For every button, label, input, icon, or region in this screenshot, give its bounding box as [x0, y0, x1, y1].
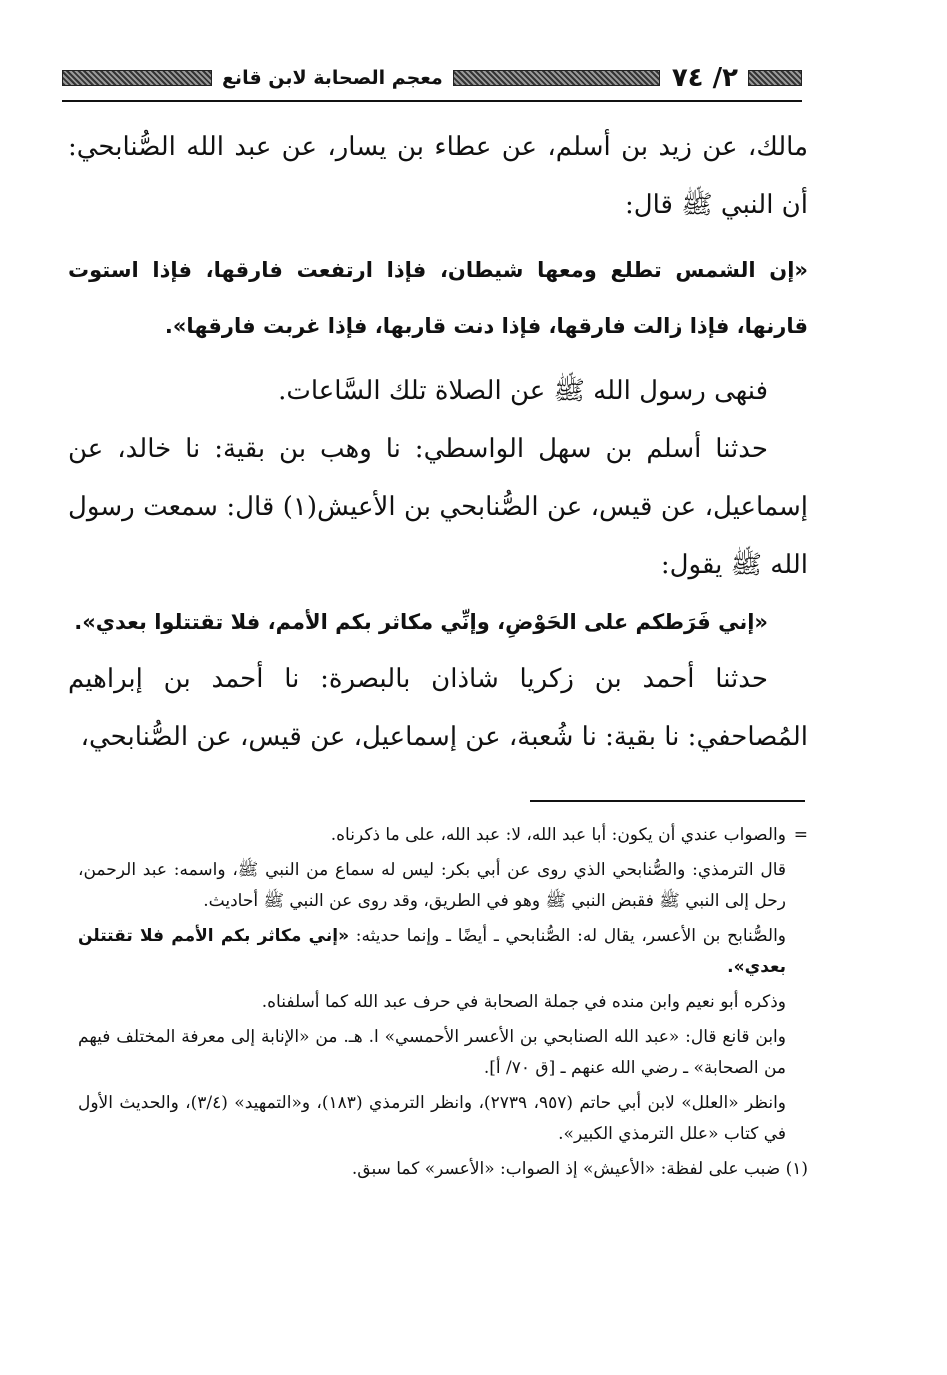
hadith-quote: «إن الشمس تطلع ومعها شيطان، فإذا ارتفعت فارقها، فإذا استوت قارنها، فإذا زالت فارقها، فإذا دنت قاربها، فإذا غربت فارقها».: [68, 258, 808, 338]
paragraph: حدثنا أسلم بن سهل الواسطي: نا وهب بن بقية: نا خالد، عن إسماعيل، عن قيس، عن الصُّنابحي بن الأعيش(١) قال: سمعت رسول الله ﷺ يقول:: [68, 434, 808, 580]
continuation-marker: =: [793, 825, 808, 845]
footnote-line: [78, 820, 808, 851]
header-ornament-bar: [748, 70, 802, 86]
footnote-line: قال الترمذي: والصُّنابحي الذي روى عن أبي بكر: ليس له سماع من النبي ﷺ، واسمه: عبد الرحمن، رحل إلى النبي ﷺ فقبض النبي ﷺ وهو في الطريق، وقد روى عن النبي ﷺ أحاديث.: [78, 860, 786, 911]
footnote-line: وانظر «العلل» لابن أبي حاتم (٩٥٧، ٢٧٣٩)، وانظر الترمذي (١٨٣)، و«التمهيد» (٣/٤)، والحديث الأول في كتاب «علل الترمذي الكبير».: [78, 1093, 787, 1144]
header-ornament-bar: [62, 70, 212, 86]
header-ornament-bar: [453, 70, 660, 86]
footnote-text: والصُّنابح بن الأعسر، يقال له: الصُّنابحي ـ أيضًا ـ وإنما حديثه:: [355, 926, 786, 946]
book-title: معجم الصحابة لابن قانع: [221, 67, 443, 89]
footnote-hadith: «إني مكاثر بكم الأمم فلا تقتتلن بعدي».: [78, 926, 786, 977]
paragraph: مالك، عن زيد بن أسلم، عن عطاء بن يسار، عن عبد الله الصُّنابحي: أن النبي ﷺ قال:: [68, 132, 808, 220]
page-header: [62, 58, 802, 98]
main-text: [68, 118, 808, 766]
header-rule: [62, 100, 802, 102]
paragraph: حدثنا أحمد بن زكريا شاذان بالبصرة: نا أحمد بن إبراهيم المُصاحفي: نا بقية: نا شُعبة، عن إسماعيل، عن قيس، عن الصُّنابحي،: [68, 664, 808, 752]
footnote-line: [78, 921, 808, 983]
footnote-text: والصواب عندي أن يكون: أبا عبد الله، لا: عبد الله، على ما ذكرناه.: [330, 825, 786, 845]
hadith-quote: «إني فَرَطكم على الحَوْضِ، وإنِّي مكاثر بكم الأمم، فلا تقتتلوا بعدي».: [74, 610, 768, 634]
footnotes: [78, 820, 808, 1189]
footnote-line: وابن قانع قال: «عبد الله الصنابحي بن الأعسر الأحمسي» ا. هـ. من «الإنابة إلى معرفة المختلف فيهم من الصحابة» ـ رضي الله عنهم ـ [ق ٧٠/ أ].: [78, 1027, 786, 1078]
footnote-line: وذكره أبو نعيم وابن منده في جملة الصحابة في حرف عبد الله كما أسلفناه.: [261, 992, 786, 1012]
page-number: ٢/ ٧٤: [671, 63, 738, 93]
paragraph: فنهى رسول الله ﷺ عن الصلاة تلك السَّاعات.: [278, 376, 768, 406]
footnote-separator: [530, 800, 805, 802]
footnote-line: (١) ضبب على لفظة: «الأعيش» إذ الصواب: «الأعسر» كما سبق.: [351, 1159, 808, 1179]
